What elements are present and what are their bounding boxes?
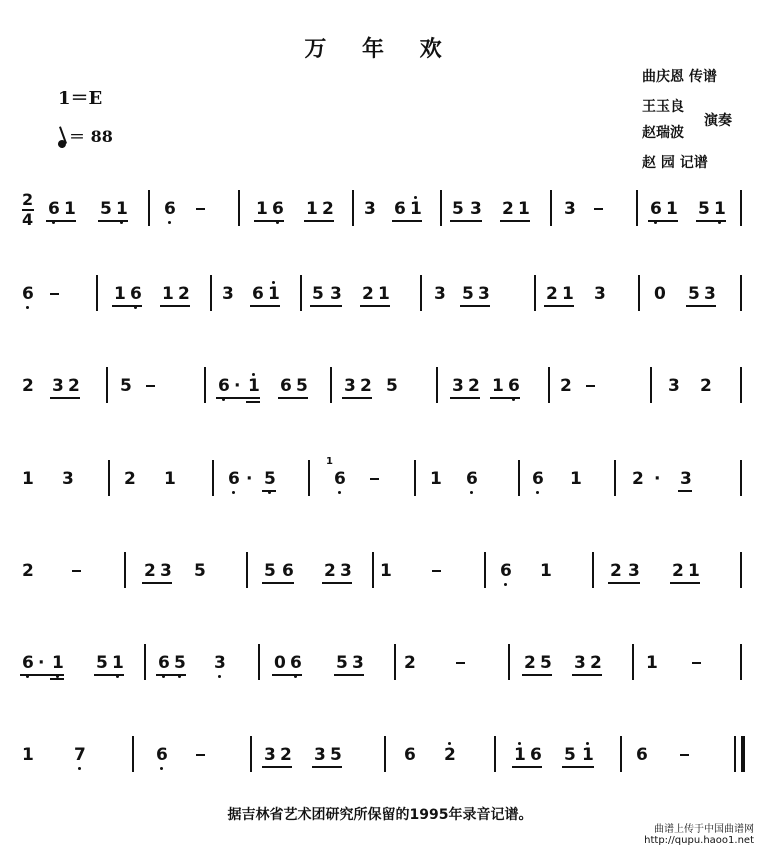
note: 1 <box>562 284 574 304</box>
note: 3 <box>628 561 640 581</box>
note: 2 <box>178 284 190 304</box>
note: 1 <box>162 284 174 304</box>
note: 6 <box>530 745 542 765</box>
note: 3 <box>160 561 172 581</box>
note: 1 <box>306 199 318 219</box>
note: 6 <box>22 654 34 672</box>
note: 5 <box>100 199 112 219</box>
note: 1 <box>646 653 658 673</box>
note: 6 <box>500 562 512 580</box>
note: 2 <box>68 376 80 396</box>
note: 3 <box>680 469 692 489</box>
note: 2 <box>524 653 536 673</box>
note: 5 <box>540 653 552 673</box>
note: 1 <box>116 200 128 218</box>
time-signature-bottom: 4 <box>22 209 34 229</box>
note: 3 <box>452 376 464 396</box>
note: 5 <box>330 745 342 765</box>
score-line-2 <box>0 265 760 315</box>
note: 6 <box>130 285 142 303</box>
note: 5 <box>452 199 464 219</box>
note: 3 <box>62 469 74 489</box>
note: 6 <box>228 470 240 488</box>
time-signature <box>22 192 34 228</box>
score-line-5 <box>0 542 760 592</box>
note: 1 <box>64 199 76 219</box>
note: 1 <box>52 654 64 672</box>
note: · <box>38 653 45 673</box>
note: 6 <box>466 470 478 488</box>
note: 2 <box>324 561 336 581</box>
note: 1 <box>492 376 504 396</box>
credit-performer-2: 赵瑞波 <box>642 125 684 141</box>
note: 6 <box>290 654 302 672</box>
score-line-3 <box>0 357 760 407</box>
note: 1 <box>430 469 442 489</box>
note: 5 <box>336 653 348 673</box>
note: 2 <box>590 653 602 673</box>
note: 3 <box>214 654 226 672</box>
note: 6 <box>158 654 170 672</box>
note: 6 <box>272 200 284 218</box>
note: 3 <box>470 199 482 219</box>
note: 1 <box>714 200 726 218</box>
note: · <box>234 376 241 396</box>
note: 6 <box>218 377 230 395</box>
note: 2 <box>362 284 374 304</box>
note: 2 <box>560 376 572 396</box>
note: · <box>246 469 253 489</box>
note: 3 <box>52 376 64 396</box>
note: 1 <box>164 469 176 489</box>
note: · <box>654 469 661 489</box>
note: 3 <box>314 745 326 765</box>
watermark-line-1: 曲谱上传于中国曲谱网 <box>654 824 754 835</box>
time-signature-top: 2 <box>22 190 34 209</box>
note: 2 <box>672 561 684 581</box>
note: 5 <box>296 376 308 396</box>
note: 5 <box>564 745 576 765</box>
note: 3 <box>668 376 680 396</box>
note: 3 <box>340 561 352 581</box>
note: 2 <box>144 561 156 581</box>
note: 3 <box>222 284 234 304</box>
note: 5 <box>312 284 324 304</box>
note: 3 <box>564 199 576 219</box>
note: 1 <box>114 284 126 304</box>
note: 3 <box>478 284 490 304</box>
note: 3 <box>364 199 376 219</box>
note: 1 <box>268 285 280 303</box>
note: 2 <box>22 376 34 396</box>
note: 3 <box>704 284 716 304</box>
note: 0 <box>274 653 286 673</box>
note: 1 <box>22 469 34 489</box>
quarter-note-icon <box>57 139 67 149</box>
note: 2 <box>546 284 558 304</box>
note: 3 <box>264 745 276 765</box>
watermark-line-2: http://qupu.haoo1.net <box>644 835 754 846</box>
note: 6 <box>650 200 662 218</box>
note: 6 <box>532 470 544 488</box>
note: 3 <box>434 284 446 304</box>
note: 1 <box>688 561 700 581</box>
note: 3 <box>352 653 364 673</box>
note: 2 <box>322 199 334 219</box>
note: 6 <box>394 199 406 219</box>
note: 1 <box>256 199 268 219</box>
watermark <box>644 824 754 846</box>
note: 6 <box>164 200 176 218</box>
grace-note: 1 <box>326 456 333 467</box>
note: 5 <box>386 376 398 396</box>
credit-performer-label: 演奏 <box>704 113 732 129</box>
note: 1 <box>518 199 530 219</box>
tempo-value: ＝ 88 <box>69 127 113 146</box>
tempo-marking <box>58 124 113 148</box>
credit-transmitter: 曲庆恩 传谱 <box>642 69 717 85</box>
note: 6 <box>48 200 60 218</box>
score-line-7 <box>0 726 760 776</box>
note: 1 <box>514 746 526 764</box>
note: 2 <box>632 469 644 489</box>
score-title: 万 年 欢 <box>304 37 456 62</box>
note: 1 <box>248 377 260 395</box>
note: 3 <box>344 376 356 396</box>
note: 1 <box>582 746 594 764</box>
note: 1 <box>22 745 34 765</box>
note: 1 <box>540 561 552 581</box>
note: 6 <box>22 285 34 303</box>
note: 0 <box>654 284 666 304</box>
note: 6 <box>636 745 648 765</box>
note: 5 <box>264 470 276 488</box>
note: 6 <box>404 745 416 765</box>
note: 6 <box>156 746 168 764</box>
note: 1 <box>112 654 124 672</box>
note: 2 <box>700 376 712 396</box>
note: 2 <box>610 561 622 581</box>
score-line-1 <box>0 180 760 230</box>
note: 5 <box>174 654 186 672</box>
note: 5 <box>462 284 474 304</box>
key-signature: 1＝E <box>58 88 103 109</box>
score-line-6 <box>0 634 760 684</box>
note: 2 <box>468 376 480 396</box>
credit-performer-1: 王玉良 <box>642 99 684 115</box>
note: 6 <box>252 284 264 304</box>
note: 5 <box>698 199 710 219</box>
note: 6 <box>334 470 346 488</box>
note: 6 <box>280 376 292 396</box>
note: 5 <box>264 561 276 581</box>
note: 2 <box>404 653 416 673</box>
note: 6 <box>282 561 294 581</box>
note: 2 <box>502 199 514 219</box>
note: 6 <box>508 377 520 395</box>
note: 2 <box>124 469 136 489</box>
note: 1 <box>380 561 392 581</box>
score-line-4 <box>0 450 760 500</box>
note: 2 <box>360 376 372 396</box>
source-note: 据吉林省艺术团研究所保留的1995年录音记谱。 <box>227 807 533 823</box>
note: 3 <box>574 653 586 673</box>
note: 3 <box>330 284 342 304</box>
note: 1 <box>666 199 678 219</box>
note: 2 <box>280 745 292 765</box>
note: 2 <box>444 746 456 764</box>
note: 3 <box>594 284 606 304</box>
note: 1 <box>378 284 390 304</box>
note: 1 <box>570 469 582 489</box>
note: 5 <box>120 376 132 396</box>
note: 5 <box>96 653 108 673</box>
note: 2 <box>22 561 34 581</box>
note: 5 <box>194 561 206 581</box>
note: 1 <box>410 200 422 218</box>
note: 5 <box>688 284 700 304</box>
note: 7 <box>74 746 86 764</box>
credit-notator: 赵 园 记谱 <box>642 155 708 171</box>
